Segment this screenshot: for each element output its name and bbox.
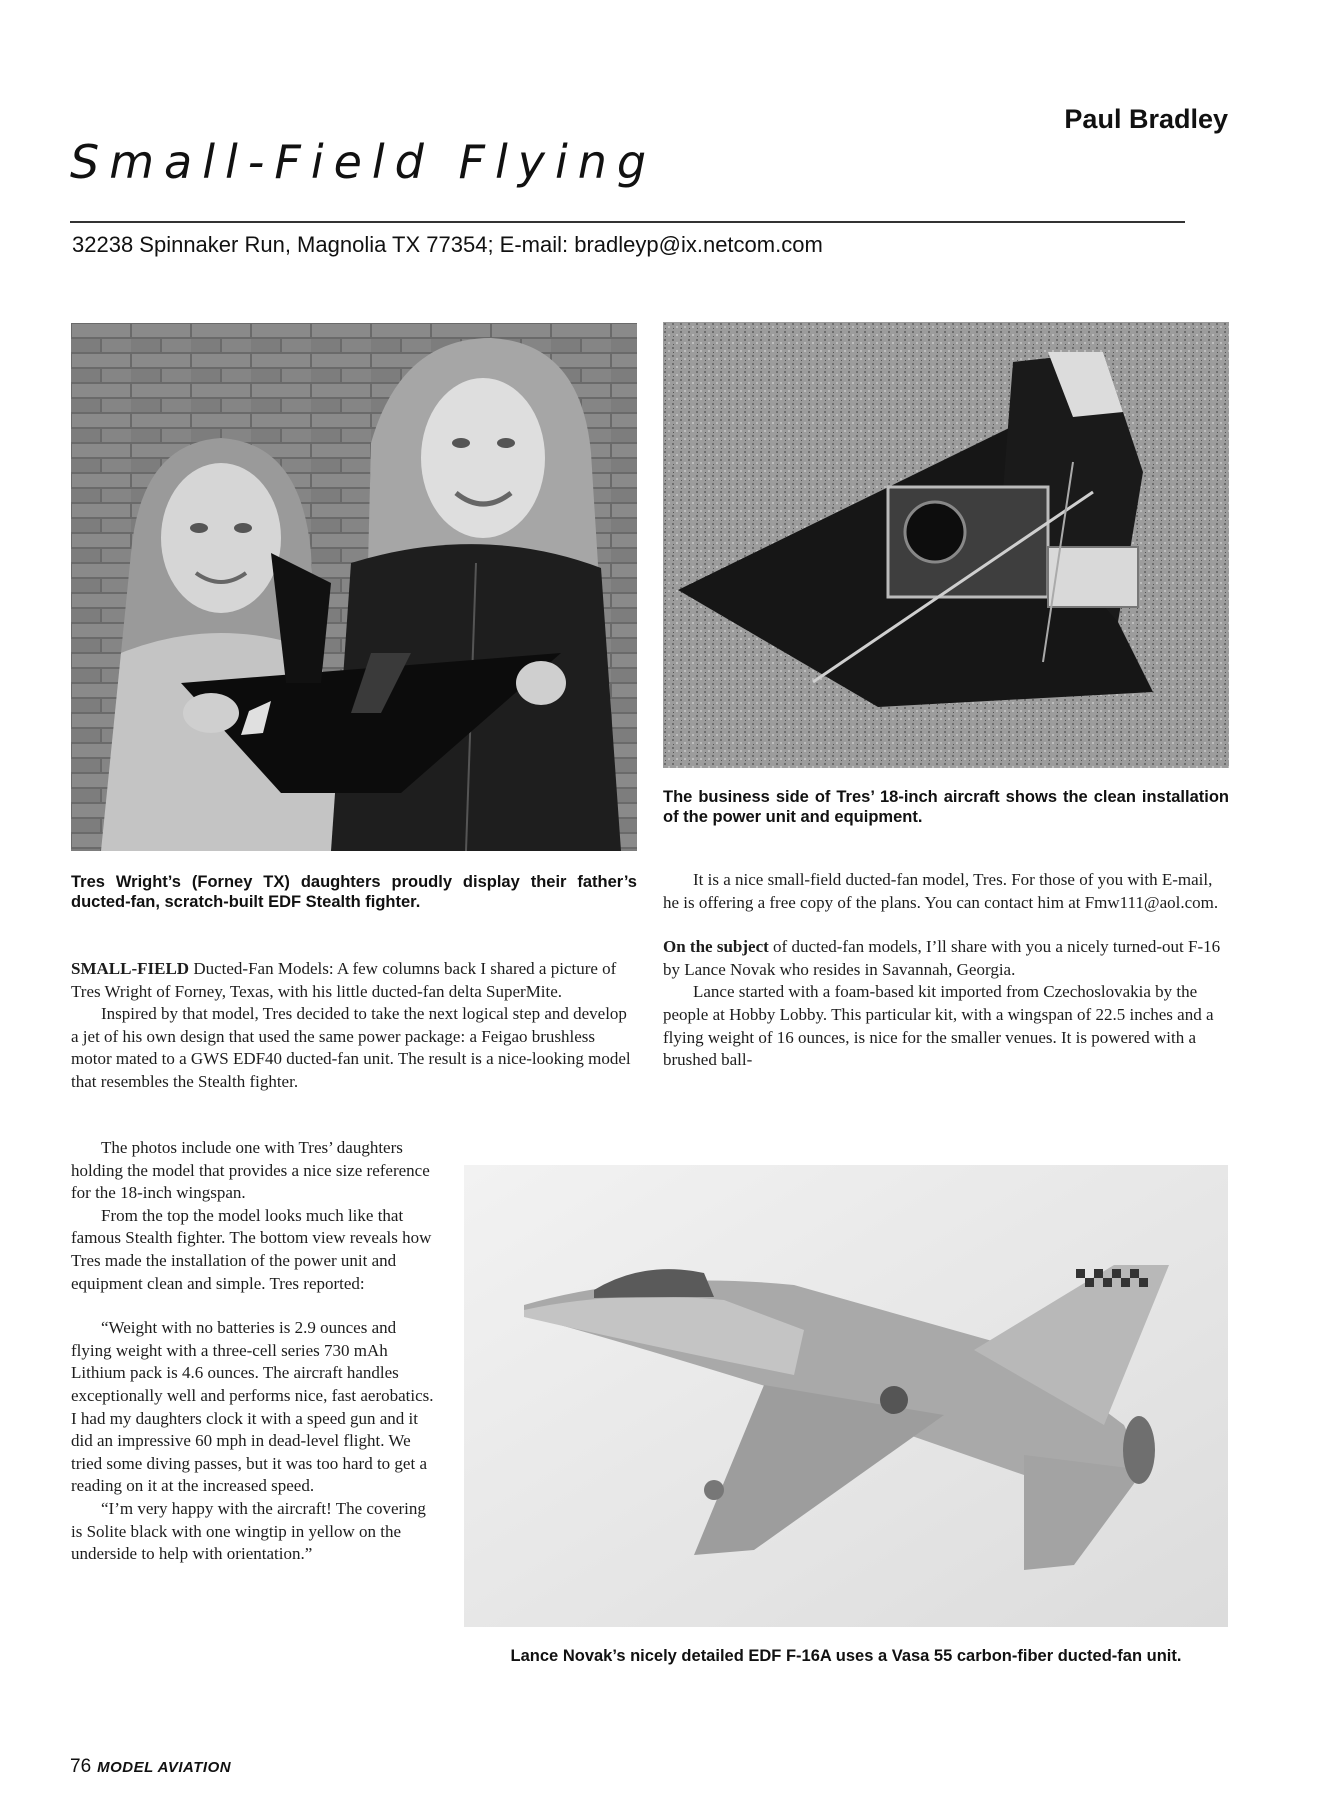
paragraph: The photos include one with Tres’ daughters holding the model that provides a nice size reference for the 18-inch wingspan. xyxy=(71,1138,430,1203)
f16-photo-caption: Lance Novak’s nicely detailed EDF F-16A uses a Vasa 55 carbon-fiber ducted-fan unit. xyxy=(510,1647,1182,1665)
left-column-upper xyxy=(71,958,637,1094)
paragraph: “Weight with no batteries is 2.9 ounces and flying weight with a three-cell series 730 mAh Lithium pack is 4.6 ounces. The aircraft handles exceptionally well and performs nice, fast aerobatics. I had my daughters clock it with a speed gun and it did an impressive 60 mph in dead-level flight. We tried some diving passes, but it was too hard to get a reading on it at the increased speed. xyxy=(71,1318,434,1496)
paragraph-text: of ducted-fan models, I’ll share with you a nicely turned-out F-16 by Lance Novak who resides in Savannah, Georgia. xyxy=(663,937,1221,979)
paragraph-text: Ducted-Fan Models: A few columns back I shared a picture of Tres Wright of Forney, Texas, with his little ducted-fan delta SuperMite. xyxy=(71,959,617,1001)
daughters-photo xyxy=(71,323,637,851)
paragraph: “I’m very happy with the aircraft! The covering is Solite black with one wingtip in yellow on the underside to help with orientation.” xyxy=(71,1498,426,1564)
paragraph: Lance started with a foam-based kit imported from Czechoslovakia by the people at Hobby Lobby. This particular kit, with a wingspan of 22.5 inches and a flying weight of 16 ounces, is nice for the smaller venues. It is powered with a brushed ball- xyxy=(663,982,1214,1070)
author-name: Paul Bradley xyxy=(1064,104,1228,134)
daughters-photo-caption: Tres Wright’s (Forney TX) daughters proudly display their father’s ducted-fan, scratch-built EDF Stealth fighter. xyxy=(71,873,637,911)
underside-photo xyxy=(663,322,1229,768)
magazine-name: MODEL AVIATION xyxy=(97,1759,232,1776)
paragraph: It is a nice small-field ducted-fan model, Tres. For those of you with E-mail, he is offering a free copy of the plans. You can contact him at Fmw111@aol.com. xyxy=(663,870,1219,912)
left-column-lower xyxy=(71,1137,439,1566)
page-number: 76 xyxy=(70,1756,92,1777)
underside-photo-caption: The business side of Tres’ 18-inch aircraft shows the clean installation of the power unit and equipment. xyxy=(663,788,1229,826)
author-address: 32238 Spinnaker Run, Magnolia TX 77354; E-mail: bradleyp@ix.netcom.com xyxy=(72,232,823,257)
paragraph: From the top the model looks much like that famous Stealth fighter. The bottom view reveals how Tres made the installation of the power unit and equipment clean and simple. Tres reported: xyxy=(71,1205,432,1293)
page-footer xyxy=(70,1756,231,1778)
paragraph xyxy=(663,936,1229,981)
paragraph xyxy=(71,958,637,1003)
paragraph-lead: SMALL-FIELD xyxy=(71,959,190,978)
header-divider xyxy=(70,221,1185,223)
column-title: Small-Field Flying xyxy=(70,135,657,189)
f16-photo xyxy=(464,1165,1228,1627)
paragraph-lead: On the subject xyxy=(663,937,769,957)
paragraph: Inspired by that model, Tres decided to take the next logical step and develop a jet of his own design that used the same power package: a Feigao brushless motor mated to a GWS EDF40 ducted-fan unit. The result is a nice-looking model that resembles the Stealth fighter. xyxy=(71,1004,631,1091)
right-column xyxy=(663,869,1229,1072)
